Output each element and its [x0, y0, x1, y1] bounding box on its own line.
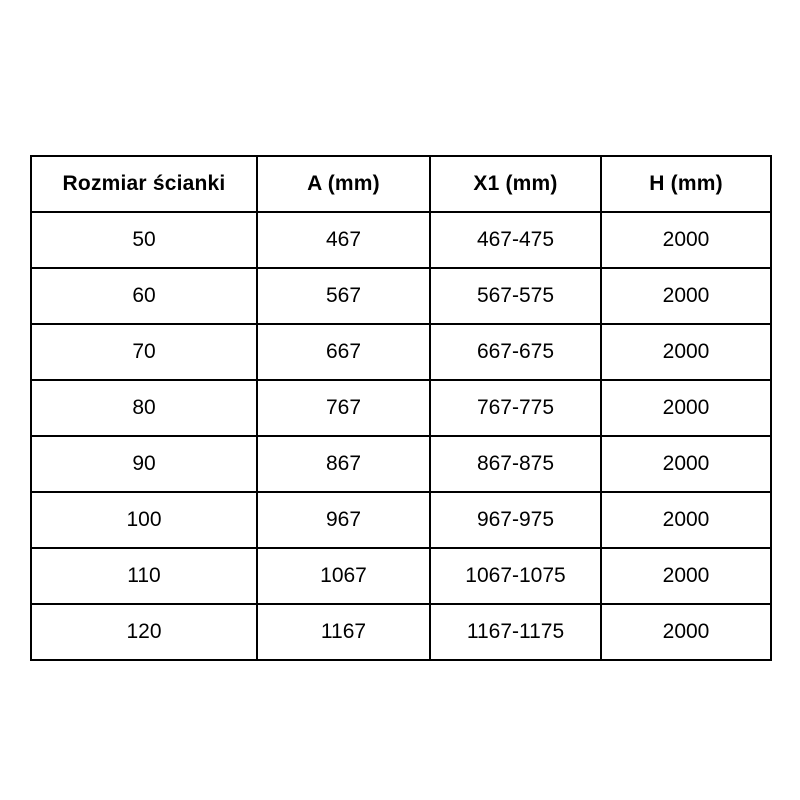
table-row	[31, 380, 771, 436]
table-row	[31, 324, 771, 380]
table-cell: 2000	[601, 324, 771, 380]
table-row	[31, 604, 771, 660]
table-cell: 2000	[601, 548, 771, 604]
table-cell: 60	[31, 268, 257, 324]
table-cell: 2000	[601, 436, 771, 492]
table-cell: 120	[31, 604, 257, 660]
table-cell: 1067-1075	[430, 548, 601, 604]
table-cell: 2000	[601, 212, 771, 268]
table-row	[31, 436, 771, 492]
table-cell: 70	[31, 324, 257, 380]
column-header-a-mm: A (mm)	[257, 156, 430, 212]
table-cell: 967	[257, 492, 430, 548]
table-cell: 90	[31, 436, 257, 492]
table-row	[31, 492, 771, 548]
table-cell: 467	[257, 212, 430, 268]
table-row	[31, 548, 771, 604]
table-cell: 667-675	[430, 324, 601, 380]
table-cell: 1067	[257, 548, 430, 604]
table-cell: 50	[31, 212, 257, 268]
table-row	[31, 268, 771, 324]
table-cell: 80	[31, 380, 257, 436]
table-cell: 2000	[601, 380, 771, 436]
column-header-x1-mm: X1 (mm)	[430, 156, 601, 212]
table-cell: 567-575	[430, 268, 601, 324]
table-header-row	[31, 156, 771, 212]
table-cell: 100	[31, 492, 257, 548]
table-cell: 2000	[601, 492, 771, 548]
table-cell: 2000	[601, 268, 771, 324]
size-spec-table	[30, 155, 772, 661]
table-cell: 767	[257, 380, 430, 436]
table-cell: 867-875	[430, 436, 601, 492]
table-cell: 1167-1175	[430, 604, 601, 660]
table-cell: 1167	[257, 604, 430, 660]
table-cell: 110	[31, 548, 257, 604]
table-cell: 867	[257, 436, 430, 492]
table-cell: 2000	[601, 604, 771, 660]
table-cell: 767-775	[430, 380, 601, 436]
table-cell: 467-475	[430, 212, 601, 268]
table-cell: 667	[257, 324, 430, 380]
column-header-h-mm: H (mm)	[601, 156, 771, 212]
table-row	[31, 212, 771, 268]
table-cell: 567	[257, 268, 430, 324]
table-cell: 967-975	[430, 492, 601, 548]
column-header-rozmiar-scianki: Rozmiar ścianki	[31, 156, 257, 212]
